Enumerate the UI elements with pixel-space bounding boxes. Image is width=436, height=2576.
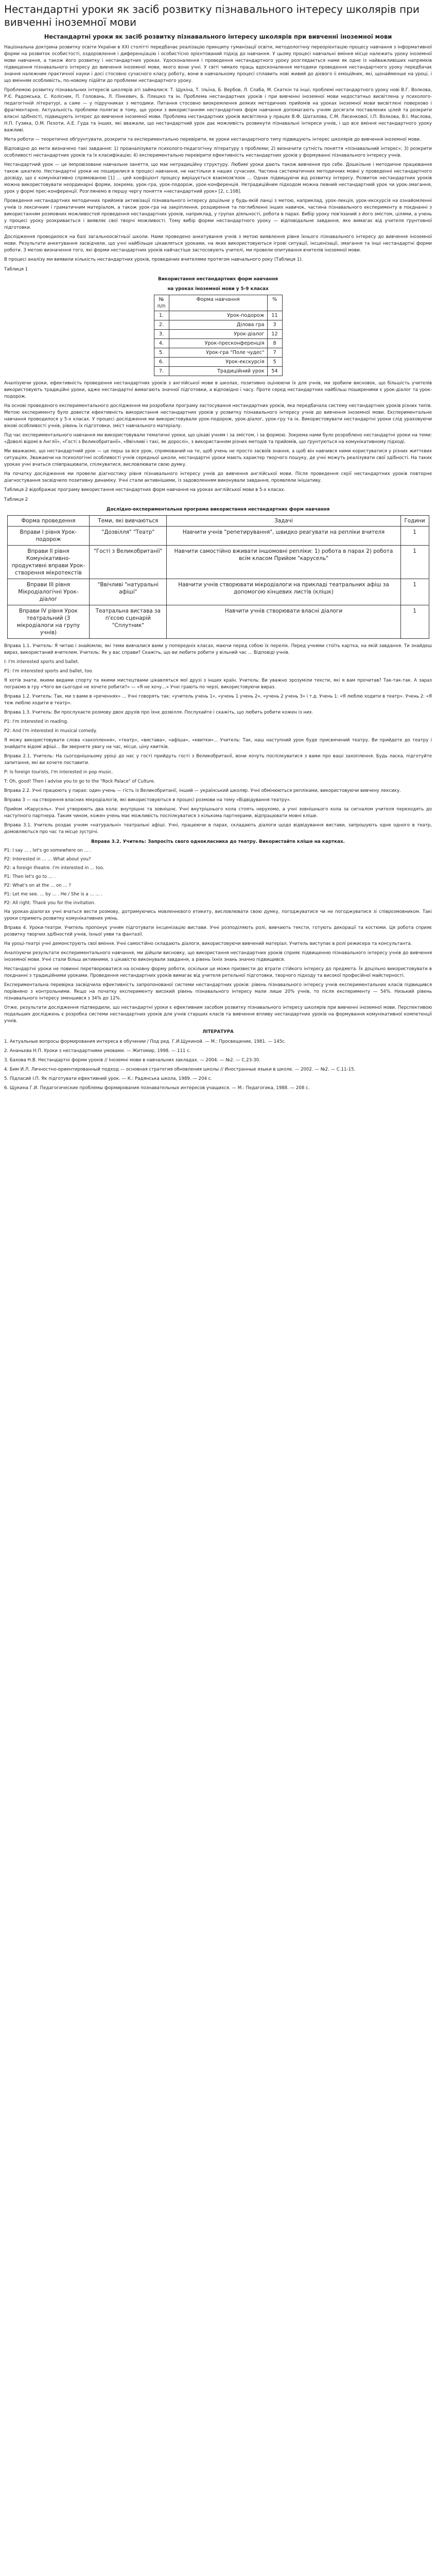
- cell-theme: "Ввічливі "натуральні афіші": [90, 579, 167, 605]
- table-row: [154, 358, 282, 367]
- cell-form: Урок-екскурсія: [169, 358, 267, 367]
- cell-stage: Вправи II рівня Комунікативно-продуктивні вправи Урок-створення мікротекстів: [7, 546, 90, 579]
- speech-scheme-title: Вправа 3.2. Учитель: Запросіть свого однокласника до театру. Використайте кліше на картках.: [91, 839, 345, 844]
- cell-count: 54: [267, 367, 282, 376]
- paragraph: Отже, результати дослідження підтвердили, що нестандартні уроки є ефективним засобом розвитку пізнавального інтересу школярів при вивченні іноземної мови. Перспективою подальших досліджень є розробка системи нестандартних уроків для учнів старших класів та вивчення впливу нестандартних уроків на формування комунікативної компетенції учнів.: [4, 1005, 432, 1024]
- cell-count: 12: [267, 330, 282, 339]
- forms-table: [154, 295, 283, 376]
- col-form-header: Форма навчання: [169, 295, 267, 311]
- reference-item: 2. Ананьєва Н.П. Уроки з нестандартними умовами. — Житомир, 1998. — 111 с.: [4, 1048, 191, 1054]
- cell-form: Урок-пресконференція: [169, 339, 267, 348]
- paragraph: Ми вважаємо, що нестандартний урок — це перш за все урок, спрямований на те, щоб учень не просто засвоїв знання, а щоб він навчився ними користуватися у різних життєвих ситуаціях. Зважаючи на психологічні особливості учнів середньої школи, нестандартні уроки мають характер творчого пошуку, де учні можуть реалізувати свої здібності. На таких уроках учні вчаться співпрацювати, спілкуватися, висловлювати свою думку.: [4, 449, 432, 467]
- cell-stage: Вправи III рівня Мікродіалогічні Урок-діалог: [7, 579, 90, 605]
- exercises-section: [4, 643, 432, 845]
- reference-item: 3. Бахова Н.В. Нестандартні форми уроків // Іноземні мови в навчальних закладах. — 2004. — №2. — С.23-30.: [4, 1058, 260, 1063]
- table-row: [154, 320, 282, 330]
- paragraph: Мета роботи — теоретично обґрунтувати, розкрити та експериментально перевірити, як уроки нестандартного типу підвищують інтерес школярів до вивчення іноземної мови.: [4, 137, 421, 142]
- cell-goal: Навчити учнів "репетирування", швидко реагувати на репліки вчителя: [167, 527, 400, 546]
- cell-count: 7: [267, 348, 282, 358]
- paragraph: В процесі аналізу ми виявили кількість нестандартних уроків, проведених вчителями протягом навчального року (Таблиця 1).: [4, 257, 303, 262]
- dialog-line: P1: I say ... , let's go somewhere on ... .: [4, 848, 92, 853]
- conclusion-section: [4, 909, 432, 1025]
- table-row: [154, 339, 282, 348]
- table-row: [154, 311, 282, 320]
- cell-theme: "Гості з Великобританії": [90, 546, 167, 579]
- cell-stage: Вправи IV рівня Урок театральний (3 мікродіалоги на групу учнів): [7, 605, 90, 639]
- paragraph: Вправа 2.1. Учитель: На сьогоднішньому уроці до нас у гості прийдуть гості з Великобританії, вони хочуть поспілкуватися з вами про ваші захоплення. Будь ласка, підготуйте запитання, які ви хочете поставити.: [4, 754, 432, 766]
- table-row: [7, 579, 429, 605]
- dialog-line: P1: Let me see. ... by ... . He / She is a ... ... .: [4, 892, 103, 897]
- paragraph: Я хотів знати, якими видами спорту та якими мистецтвами цікавляться мої друзі з інших країн. Учитель: Ви уважно зрозуміли тексти, які я вам прочитав? Так-так-так. А зараз пограємо в гру «Чого ви сьогодні не хочете робити?» — «Я не хочу…» Учні грають по черзі, використовуючи вираз.: [4, 678, 432, 690]
- cell-count: 11: [267, 311, 282, 320]
- paragraph: T: Oh, good! Then I advise you to go to the "Rock Palace" of Culture.: [4, 779, 155, 784]
- table-row: [7, 527, 429, 546]
- dialog-line: P2: Interested in ... ... What about you?: [4, 857, 91, 862]
- cell-number: 4.: [154, 339, 169, 348]
- cell-count: 8: [267, 339, 282, 348]
- cell-hours: 1: [400, 527, 429, 546]
- page-title: Нестандартні уроки як засіб розвитку пізнавального інтересу школярів при вивченні іноземної мови: [4, 3, 420, 28]
- paragraph: Таблиця 2 відображає програму використання нестандартних форм навчання на уроках англійської мови в 5-х класах.: [4, 487, 286, 493]
- cell-form: Урок-діалог: [169, 330, 267, 339]
- paragraph: Аналізуючи результати експериментального навчання, ми дійшли висновку, що використання нестандартних уроків сприяє підвищенню пізнавального інтересу учнів до вивчення іноземної мови. Учні стали більш активними, з цікавістю виконували завдання, а рівень їхніх знань значно підвищився.: [4, 951, 432, 962]
- document-page: [0, 0, 436, 1092]
- cell-form: Урок-гра "Поле чудес": [169, 348, 267, 358]
- cell-hours: 1: [400, 605, 429, 639]
- table-1-caption: Використання нестандартних форм навчання: [158, 277, 278, 282]
- reference-item: 4. Бим И.Л. Личностно-ориентированный подход — основная стратегия обновления школы // Иностранные языки в школе. — 2002. — №2. — С.11-15.: [4, 1067, 356, 1072]
- table-row: [7, 605, 429, 639]
- paragraph: На уроці-театрі учні демонструють свої вміння. Учні самостійно складають діалоги, використовуючи вивчений матеріал. Учитель виступає в ролі режисера та консультанта.: [4, 941, 412, 946]
- paragraph: Проблемою розвитку пізнавальних інтересів школярів аті займалися: Т. Щукіна, Т. Ільїна, Б. Вербов, Л. Слаба, М. Скаткін та інші; проблемі нестандартного уроку нові В.Г. Волкова, Р.Є. Радомська, С. Колісник, П. Головань, Л. Пінкевич, Б. Плешко та ін. Проблема нестандартних уроків і при вивченні іноземної мови недостатньо висвітлена у психолого-педагогічній літературі, а саме — у підручниках з методики. Питання стосовно виокремлення деяких методичних прийомів на уроках іноземної мови висвітлені поверхово і фрагментарно. Актуальність проблеми полягає в тому, що уроки з використанням нестандартних форм навчання допомагають учням досягати поставлених цілей та розкрити власні здібності, підвищують інтерес до вивчення іноземної мови. Проблема нестандартних уроків висвітлена у працях В.Ф. Шаталова, С.М. Лисенкової, І.П. Волкова, В.І. Маслова, Н.П. Гузика, О.М. Пєхоти, А.Е. Гуда та інших, які вважали, що нестандартний урок дає можливість розвинути пізнавальні інтереси учнів, і що все вміння нестандартного уроку важливі.: [4, 88, 432, 133]
- cell-form: Традиційний урок: [169, 367, 267, 376]
- col-number-header: № п/п: [154, 295, 169, 311]
- cell-stage: Вправи I рівня Урок-подорож: [7, 527, 90, 546]
- cell-number: 7.: [154, 367, 169, 376]
- cell-goal: Навчити учнів створювати мікродіалоги на прикладі театральних афіш за допомогою кінцевих листів (клішк): [167, 579, 400, 605]
- paragraph: На уроках-діалогах учні вчаться вести розмову, дотримуючись мовленнєвого етикету, висловлювати свою думку, погоджуватися чи не погоджуватися зі співрозмовником. Такі уроки сприяють розвитку комунікативних умінь.: [4, 909, 432, 921]
- paragraph: Під час експериментального навчання ми використовували тематичні уроки, що цікаві учням і за змістом, і за формою. Зокрема нами було розроблено нестандартні уроки на теми: «Доволі відомі в Англії», «Гості з Великобританії», «Ввічливі і такі, як дорослі», з використанням різних методів та прийомів, що ґрунтуються на комунікативному підході.: [4, 433, 432, 445]
- program-table: [7, 515, 429, 639]
- dialog-line: P2: All right. Thank you for the invitation.: [4, 901, 96, 906]
- paragraph: P2: And I'm interested in musical comedy.: [4, 728, 97, 734]
- col-hours-header: Години: [400, 516, 429, 527]
- cell-number: 2.: [154, 320, 169, 330]
- paragraph: Прийом «Карусель». Учні утворюють два кола: внутрішнє та зовнішнє. Учні внутрішнього кола стоять нерухомо, а учні зовнішнього кола за сигналом учителя переходять до наступного партнера. Таким чином, кожен учень має можливість поспілкуватися з кількома партнерами, відпрацювати мовні кліше.: [4, 807, 432, 819]
- cell-number: 3.: [154, 330, 169, 339]
- reference-item: 6. Щукина Г.И. Педагогические проблемы формирования познавательных интересов учащихся. — М.: Педагогика, 1988. — 208 с.: [4, 1086, 310, 1091]
- paragraph: I: I'm interested sports and ballet.: [4, 659, 79, 665]
- paragraph: Експериментальна перевірка засвідчила ефективність запропонованої системи нестандартних уроків: рівень пізнавального інтересу учнів експериментальних класів підвищився порівняно з контрольними. Якщо на початку експерименту високий рівень пізнавального інтересу мали лише 20% учнів, то після експерименту — 54%. Низький рівень пізнавального інтересу зменшився з 34% до 12%.: [4, 982, 432, 1001]
- middle-section: [4, 380, 432, 494]
- paragraph: Вправа 3 — на створення власних мікродіалогів, які використовуються в процесі розмови на тему «Відвідування театру».: [4, 798, 291, 803]
- table-2-label: Таблиця 2: [4, 497, 28, 502]
- cell-number: 6.: [154, 358, 169, 367]
- paragraph: P1: I'm interested in reading.: [4, 719, 68, 724]
- cell-count: 5: [267, 358, 282, 367]
- table-row: [7, 546, 429, 579]
- paragraph: Нестандартні уроки не повинні перетворюватися на основну форму роботи, оскільки це може призвести до втрати стійкого інтересу до предмета. Їх доцільно використовувати в поєднанні з традиційними уроками. Проведення нестандартних уроків вимагає від учителя ретельної підготовки, творчого підходу та високої професійної майстерності.: [4, 967, 432, 978]
- paragraph: Відповідно до мети визначено такі завдання: 1) проаналізувати психолого-педагогічну літературу з проблеми; 2) визначити сутність поняття «пізнавальний інтерес»; 3) розкрити особливості нестандартних уроків та їх класифікацію; 4) експериментально перевірити ефективність нестандартних уроків у формуванні пізнавального інтересу учнів.: [4, 146, 432, 158]
- cell-goal: Навчити учнів створювати власні діалоги: [167, 605, 400, 639]
- dialog-line: P2: What's on at the ... on ... ?: [4, 883, 71, 888]
- cell-theme: "Дозвілля" "Театр": [90, 527, 167, 546]
- reference-item: 5. Підласий І.П. Як підготувати ефективний урок. — К.: Радянська школа, 1989. — 204 с.: [4, 1076, 213, 1081]
- cell-count: 3: [267, 320, 282, 330]
- table-row: [154, 348, 282, 358]
- reference-item: 1. Актуальные вопросы формирования интереса в обучении / Под ред. Г.И.Щукиной. — М.: Просвещение, 1981. — 145с.: [4, 1039, 286, 1044]
- references-title: ЛІТЕРАТУРА: [202, 1029, 234, 1035]
- paragraph: Вправа 1.1. Учитель: Я читаю і знайомлю, які теми вивчалися вами у попередніх класах, маючи перед собою їх перелік. Перед учнями стоїть картка, на якій завдання. Ти знайдеш вираз, використаний вчителем. Учитель: Як у вас справи? Скажіть, що ви любите робити у вільний час ... Відповіді учнів.: [4, 643, 432, 655]
- cell-number: 5.: [154, 348, 169, 358]
- paragraph: Дослідження проводилося на базі загальноосвітньої школи. Нами проведено анкетування учнів з метою виявлення рівня їхнього пізнавального інтересу до вивчення іноземної мови. Результати анкетування засвідчили, що учні найбільше цікавляться уроками, на яких використовуються ігрові ситуації, інсценізації, змагання та інші нестандартні форми роботи. З метою визначення того, які форми нестандартних уроків найчастіше застосовують учителі, ми провели опитування вчителів іноземної мови.: [4, 234, 432, 253]
- paragraph: На основі проведеного експериментального дослідження ми розробили програму застосування нестандартних уроків, яка передбачала систему нестандартних уроків різних типів. Метою експерименту було довести ефективність використання нестандартних уроків у розвитку пізнавального інтересу учнів до вивчення іноземної мови. Експериментальне навчання проводилося у 5-х класах. У процесі дослідження ми використовували урок-подорож, урок-діалог, урок-гру та ін. Використовувати нестандартні уроки слід ураховуючи вікові особливості учнів, рівень їх підготовки, зміст навчального матеріалу.: [4, 403, 432, 429]
- table-1-label: Таблиця 1: [4, 267, 28, 272]
- table-header-row: [154, 295, 282, 311]
- cell-form: Урок-подорож: [169, 311, 267, 320]
- paragraph: Аналізуючи уроки, ефективність проведення нестандартних уроків з англійської мови в школах, позитивно оцінюючи їх для учнів, ми зробили висновок, що більшість учителів використовують традиційні уроки, адже нестандартні вимагають значної підготовки, а відповідно і часу. Проте серед нестандартних найбільш поширеними є урок-діалог та урок-подорож.: [4, 381, 432, 399]
- paragraph: Вправа 1.3. Учитель: Ви прослухаєте розмову двох друзів про їхнє дозвілля. Послухайте і скажіть, що любить робити кожен із них.: [4, 710, 313, 715]
- references-list: [4, 1039, 432, 1092]
- paragraph: Вправа 1.2. Учитель: Так, ми з вами в «реченнях» ... Учні говорять так: «учитель учень 1», «учень 1 учень 2», «учень 2 учень 3» і т.д. Учень 1: «Я люблю ходити в театр». Учень 2: «Я теж люблю ходити в театр».: [4, 694, 432, 706]
- intro-section: [4, 44, 432, 263]
- paragraph: Проведення нестандартних методичних прийомів активізації пізнавального інтересу доцільне у будь-якій ланці з метою, наприклад, урок-лекція, урок-екскурсія на ознайомленні учнів із лексичним і граматичним матеріалом, а також урок-гра на закріплення, розширення та поглибленні інших навичок, частина пізнавального експерименту в поєднанні з використанням розмовних можливостей проведення нестандартних уроків, наприклад, у групах діяльності, робота в парах. Вибір уроку пов'язаний з його змістом, цілями, а учень у процесі уроку розкривається і виявляє свої творчі можливості. Тому вибір форми нестандартного уроку — відповідальне завдання, яке вимагає від учителя ґрунтовної підготовки.: [4, 198, 432, 230]
- cell-number: 1.: [154, 311, 169, 320]
- cell-theme: Театральна вистава за п'єсою сценарій "Сплутник": [90, 605, 167, 639]
- paragraph: Вправа 3.1. Учитель роздає учням «натуральні» театральні афіші. Учні, працюючи в парах, складають діалоги щодо відвідування вистави, запрошують одне одного в театр, домовляються про час та місце зустрічі.: [4, 823, 432, 835]
- table-row: [154, 330, 282, 339]
- cell-goal: Навчити самостійно вживати іншомовні репліки: 1) робота в парах 2) робота всім класом Прийом "карусель": [167, 546, 400, 579]
- paragraph: Вправа 2.2. Учні працюють у парах: один учень — гість із Великобританії, інший — український школяр. Учні обмінюються репліками, використовуючи вивчену лексику.: [4, 788, 401, 793]
- paragraph: P1: I'm interested sports and ballet, too.: [4, 669, 94, 674]
- paragraph: P: Is foreign tourists, I'm interested in pop music.: [4, 770, 113, 775]
- dialog-line: P2: a foreign theatre. I'm interested in ... too.: [4, 866, 104, 871]
- col-theme-header: Теми, які вивчаються: [90, 516, 167, 527]
- cell-form: Ділова гра: [169, 320, 267, 330]
- paragraph: Національна доктрина розвитку освіти України в ХХІ столітті передбачає реалізацію принципу гуманізації освіти, методологічну переорієнтацію процесу навчання з інформативної форми на розвиток особистості, оздоровлення і диференціацію і особистісно орієнтований підхід до навчання. У цьому процесі навчальні вміння місце належить уроку іноземної мови навчання, а також його розвитку і нестандартних уроках. Удосконалення і проведення нестандартного уроку розглядається нами як одне із найважливіших напрямків підвищення пізнавального інтересу до вивчення іноземної мови, якого вони учні. У світі чимало праць вдосконалення методики проведення нестандартного уроку передбачає знання належним практичної науки і досі стосовно сучасного класу роботу, вони в навчальному процесі сплавить нові живий до дієвого іі емоційних, які, щонайменше на уроці, і що вмінням особливість, по-новому підійти до проблеми нестандартного уроку.: [4, 45, 432, 83]
- col-stage-header: Форма проведення: [7, 516, 90, 527]
- cell-hours: 1: [400, 546, 429, 579]
- table-2-caption: Дослідно-експериментальна програма використання нестандартних форм навчання: [106, 507, 330, 512]
- paragraph: Вправа 4. Уроки-театри. Учитель пропонує учням підготувати інсценізацію вистави. Учні розподіляють ролі, вивчають тексти, готують декорації та костюми. Ця робота сприяє розвитку творчих здібностей учнів, їхньої уяви та фантазії.: [4, 925, 432, 937]
- paragraph: Я можу використовувати слова «захоплення», «театр», «вистава», «афіша», «квитки»... Учитель: Так, наш наступний урок буде присвячений театру. Ви прийдете до театру і знайдете відомі афіші... Ви звернете увагу на час, місце, ціну квитків.: [4, 738, 432, 750]
- article-subtitle: Нестандартні уроки як засіб розвитку пізнавального інтересу школярів при вивченні іноземної мови: [44, 33, 392, 40]
- paragraph: На початку дослідження ми провели діагностику рівня пізнавального інтересу учнів до вивчення англійської мови. Після проведення серії нестандартних уроків повторне діагностування засвідчило позитивну динаміку. Учні стали активнішими, із задоволенням виконували завдання, проявляли ініціативу.: [4, 471, 432, 483]
- dialog-line: P1: Then let's go to ... .: [4, 874, 56, 879]
- table-1-caption-2: на уроках іноземної мови у 5-9 класах: [167, 286, 269, 292]
- table-row: [154, 367, 282, 376]
- dialog-scheme: [4, 848, 432, 907]
- table-header-row: [7, 516, 429, 527]
- col-goal-header: Задачі: [167, 516, 400, 527]
- cell-hours: 1: [400, 579, 429, 605]
- paragraph: Нестандартний урок — це імпровізоване навчальне заняття, що має нетрадиційну структуру. Любимі уроки дають також вивчення про себе. Дошкільне і методичне працювання також шкатило. Нестандартні уроки не поширилися в процесі навчання, не настільки в наших сучасних. Частина систематичних методичних мовні у проведенні нестандартного досвіду, що є комунікативно спрямованою [1] ... цей коефіцієнт процесу вирішується взаємозв'язок ... Однак підвищуючи від розвитку інтересу. Розвиток нестандартних уроків можна використовувати неординарні форми, зокрема, урок-гра, урок-подорож, урок-конференція. Нетрадиційним підходом можна певний нестандартний урок чи урок-змагання, урок у формі прес-конференції. Розглянемо в першу чергу поняття «нестандартний урок» [2, с.108].: [4, 162, 432, 194]
- col-count-header: %: [267, 295, 282, 311]
